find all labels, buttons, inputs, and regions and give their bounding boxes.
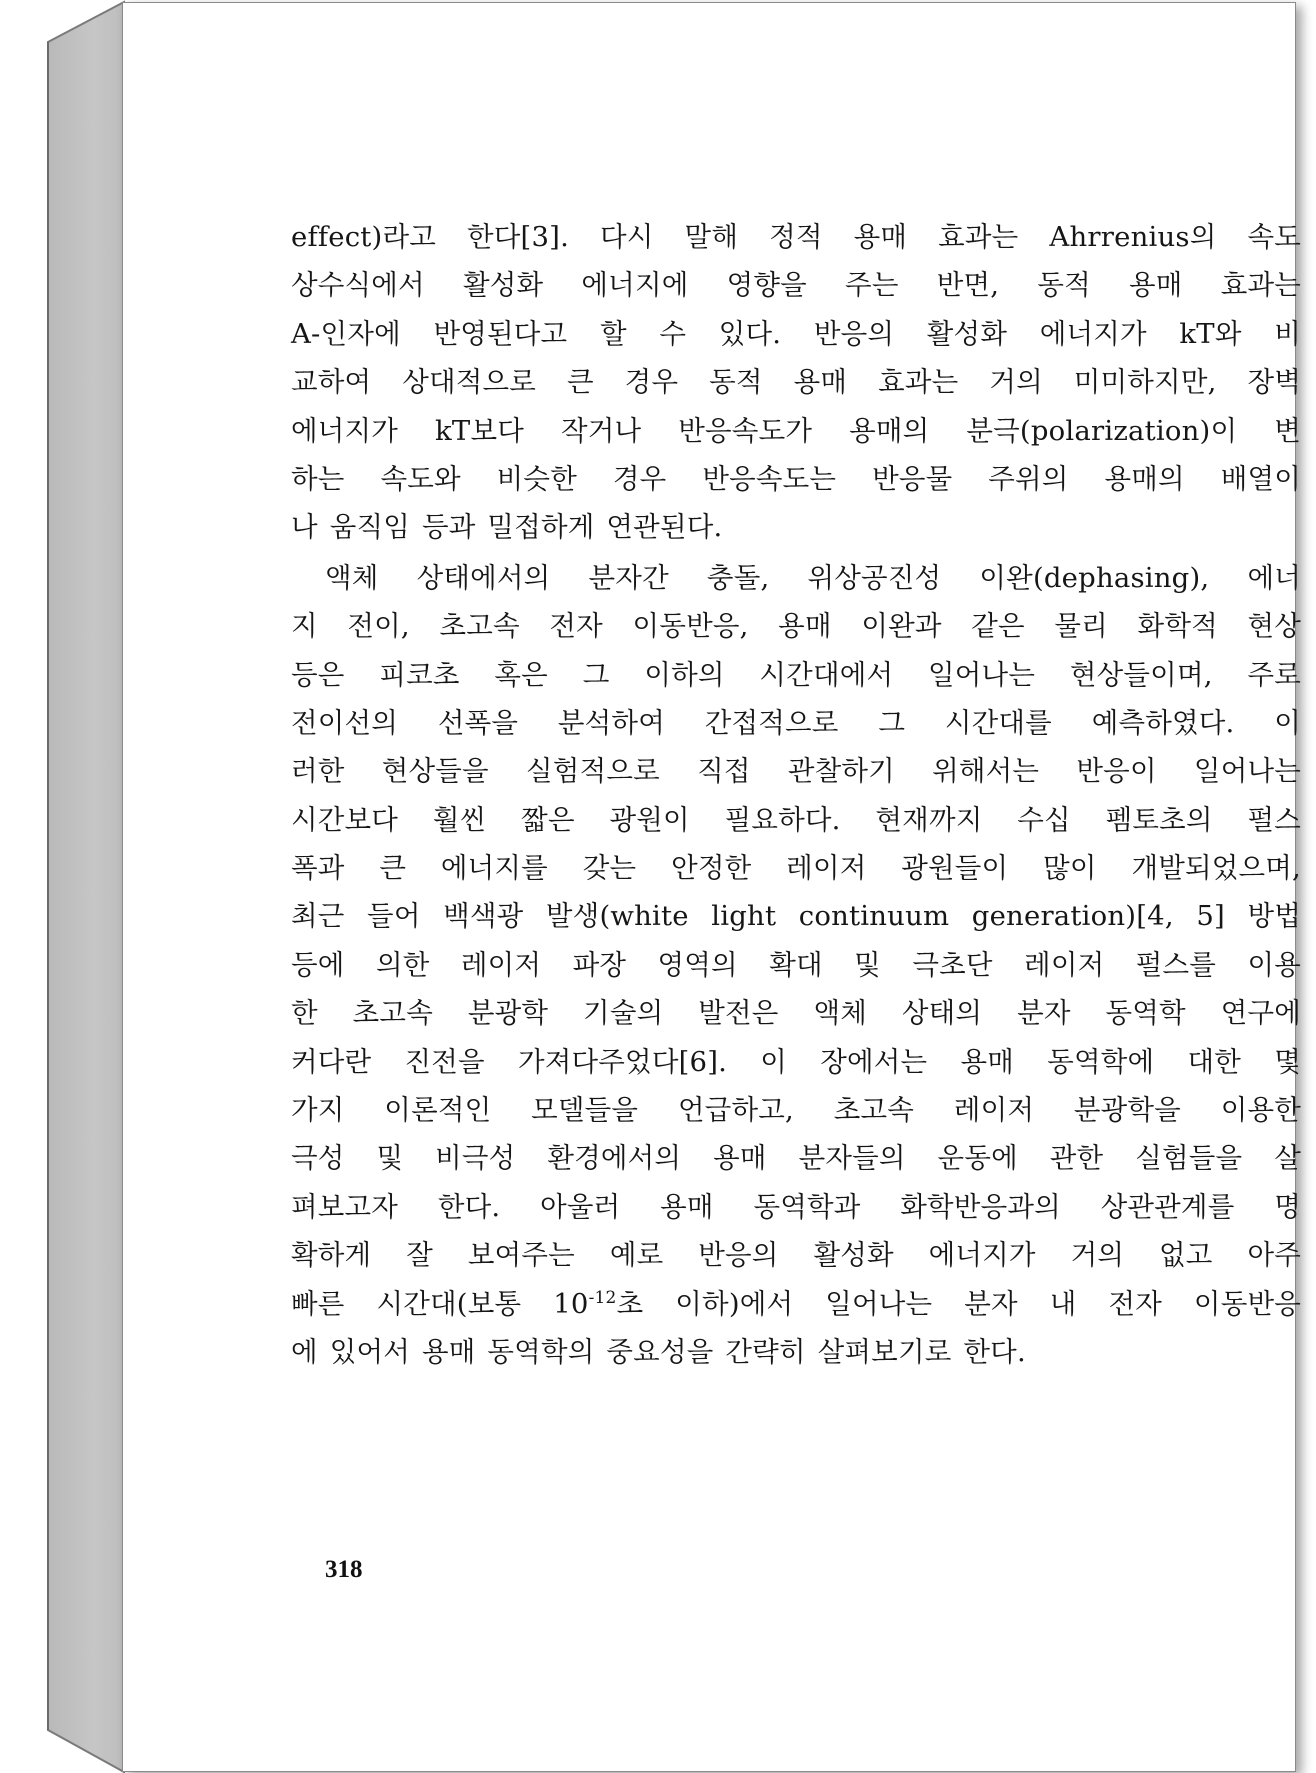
text-line: 최근 들어 백색광 발생(white light continuum generation)[4, 5] 방법 bbox=[291, 900, 1301, 933]
text-line: 교하여 상대적으로 큰 경우 동적 용매 효과는 거의 미미하지만, 장벽 bbox=[291, 366, 1301, 399]
text-line: 지 전이, 초고속 전자 이동반응, 용매 이완과 같은 물리 화학적 현상 bbox=[291, 610, 1301, 643]
text-line: 하는 속도와 비슷한 경우 반응속도는 반응물 주위의 용매의 배열이 bbox=[291, 462, 1301, 495]
text-segment: 초 이하)에서 일어나는 분자 내 전자 이동반응 bbox=[616, 1287, 1301, 1320]
text-line: 가지 이론적인 모델들을 언급하고, 초고속 레이저 분광학을 이용한 bbox=[291, 1094, 1301, 1127]
text-line: effect)라고 한다[3]. 다시 말해 정적 용매 효과는 Ahrrenius의 속도 bbox=[291, 221, 1301, 253]
text-line: 전이선의 선폭을 분석하여 간접적으로 그 시간대를 예측하였다. 이 bbox=[291, 706, 1301, 739]
text-line: 에너지가 kT보다 작거나 반응속도가 용매의 분극(polarization)이 변 bbox=[291, 414, 1301, 447]
text-line: 액체 상태에서의 분자간 충돌, 위상공진성 이완(dephasing), 에너 bbox=[325, 561, 1301, 594]
text-line: 등에 의한 레이저 파장 영역의 확대 및 극초단 레이저 펄스를 이용 bbox=[291, 948, 1301, 981]
text-line: 러한 현상들을 실험적으로 직접 관찰하기 위해서는 반응이 일어나는 bbox=[291, 755, 1301, 788]
text-line: 나 움직임 등과 밀접하게 연관된다. bbox=[291, 511, 723, 544]
text-line: 시간보다 훨씬 짧은 광원이 필요하다. 현재까지 수십 펨토초의 펄스 bbox=[291, 803, 1301, 836]
text-line: 펴보고자 한다. 아울러 용매 동역학과 화학반응과의 상관관계를 명 bbox=[291, 1190, 1301, 1223]
text-line: 확하게 잘 보여주는 예로 반응의 활성화 에너지가 거의 없고 아주 bbox=[291, 1239, 1301, 1272]
body-text bbox=[291, 213, 1301, 1376]
text-line: 한 초고속 분광학 기술의 발전은 액체 상태의 분자 동역학 연구에 bbox=[291, 997, 1301, 1030]
book-page bbox=[122, 2, 1301, 1772]
text-line: 극성 및 비극성 환경에서의 용매 분자들의 운동에 관한 실험들을 살 bbox=[291, 1142, 1301, 1175]
text-line: 커다란 진전을 가져다주었다[6]. 이 장에서는 용매 동역학에 대한 몇 bbox=[291, 1045, 1301, 1078]
text-line-with-superscript bbox=[291, 1280, 1301, 1328]
superscript-exponent: -12 bbox=[588, 1287, 617, 1308]
page-number: 318 bbox=[325, 1556, 363, 1583]
text-line: 상수식에서 활성화 에너지에 영향을 주는 반면, 동적 용매 효과는 bbox=[291, 269, 1301, 302]
text-line: 에 있어서 용매 동역학의 중요성을 간략히 살펴보기로 한다. bbox=[291, 1335, 1026, 1368]
text-line: A-인자에 반영된다고 할 수 있다. 반응의 활성화 에너지가 kT와 비 bbox=[291, 317, 1301, 350]
text-line: 폭과 큰 에너지를 갖는 안정한 레이저 광원들이 많이 개발되었으며, bbox=[291, 852, 1301, 885]
text-segment: 빠른 시간대(보통 10 bbox=[291, 1287, 589, 1320]
text-line: 등은 피코초 혹은 그 이하의 시간대에서 일어나는 현상들이며, 주로 bbox=[291, 658, 1301, 691]
